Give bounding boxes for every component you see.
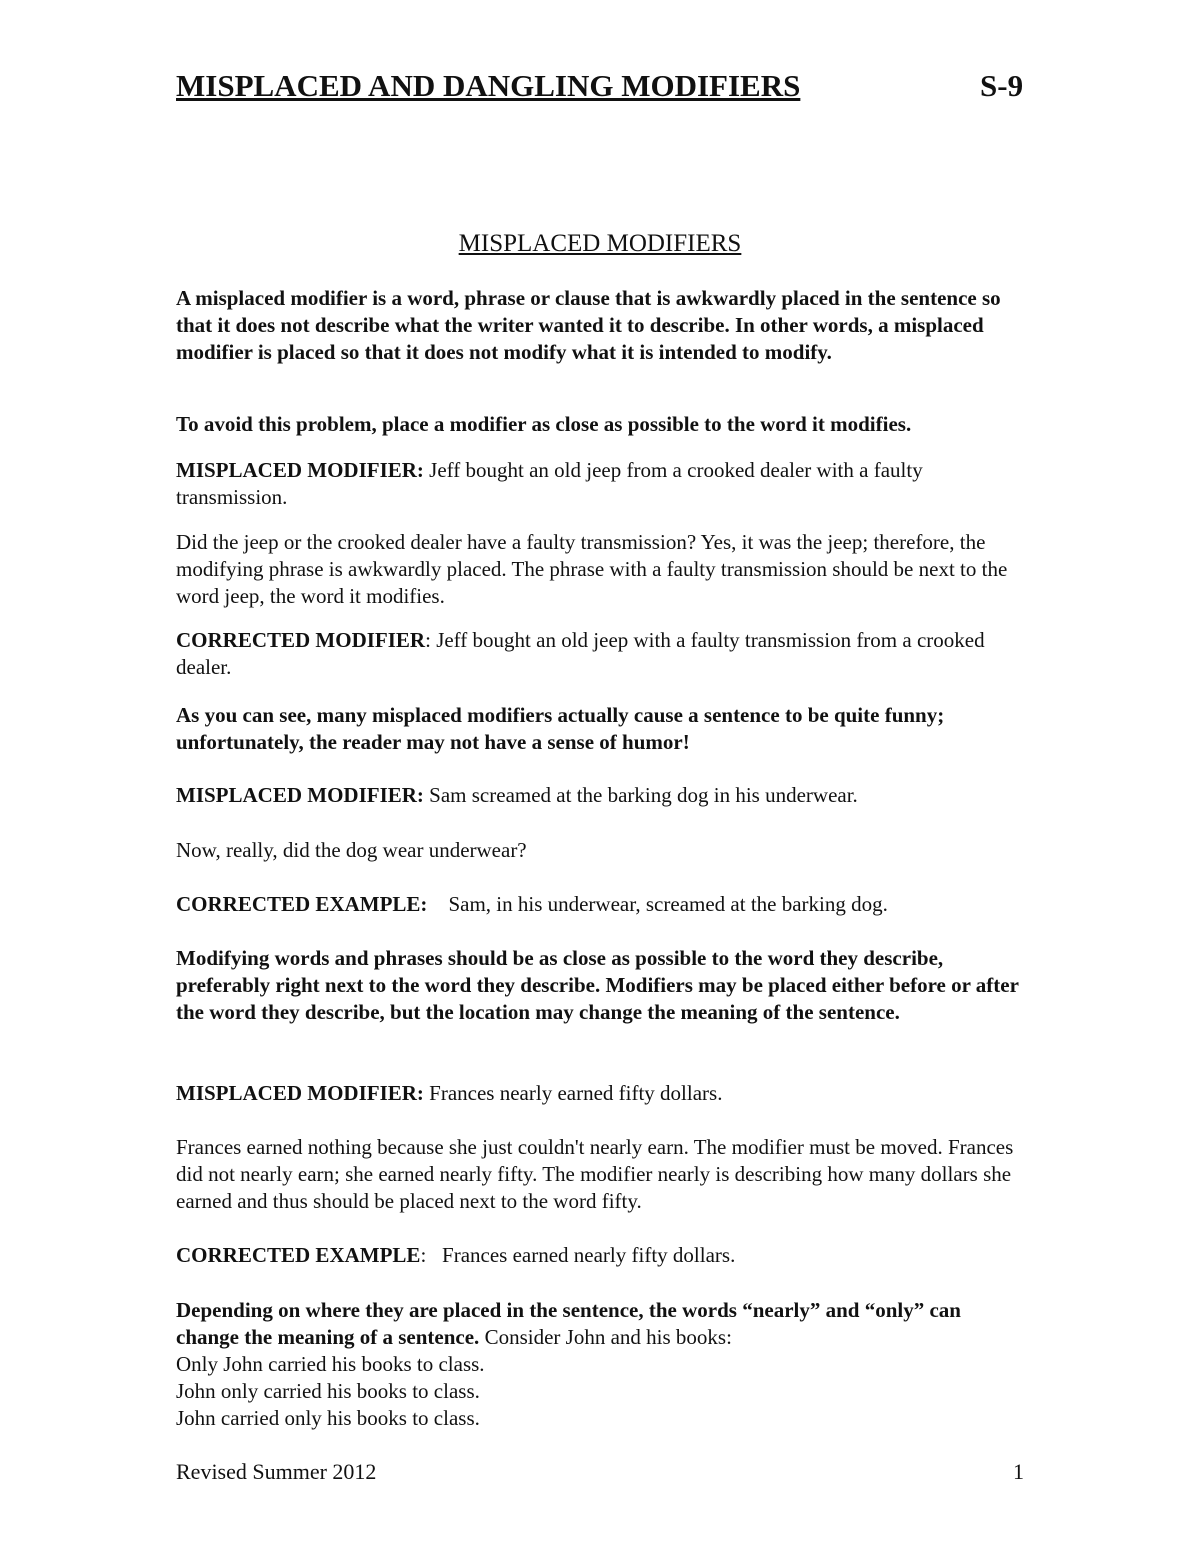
example-1-explanation: Did the jeep or the crooked dealer have a faulty transmission? Yes, it was the jeep; therefore, the modifying phrase is awkwardly placed. The phrase with a faulty transmission should be next to the word jeep, the word it modifies.	[176, 530, 1008, 608]
example-2-text: Sam screamed at the barking dog in his underwear.	[423, 783, 858, 807]
example-1-corrected-text: : Jeff bought an old jeep with a faulty transmission from a crooked dealer.	[176, 628, 985, 679]
page-code: S-9	[980, 68, 1024, 103]
example-3	[176, 1080, 1026, 1107]
example-2-corrected	[176, 891, 1026, 918]
definition-paragraph: A misplaced modifier is a word, phrase or clause that is awkwardly placed in the sentence so that it does not describe what the writer wanted it to describe. In other words, a misplaced modifier is placed so that it does not modify what it is intended to modify.	[176, 286, 1001, 364]
example-1	[176, 457, 1026, 511]
example-1-text: Jeff bought an old jeep from a crooked dealer with a faulty transmission.	[176, 458, 923, 509]
example-1-label: MISPLACED MODIFIER:	[176, 458, 424, 482]
nearly-only-plain: Consider John and his books:	[479, 1325, 732, 1349]
page-title: MISPLACED AND DANGLING MODIFIERS	[176, 68, 801, 103]
example-2-explanation: Now, really, did the dog wear underwear?	[176, 838, 527, 862]
example-3-label: MISPLACED MODIFIER:	[176, 1081, 424, 1105]
placement-rule-paragraph: Modifying words and phrases should be as close as possible to the word they describe, preferably right next to the word they describe. Modifiers may be placed either before or after the word they describe, but the location may change the meaning of the sentence.	[176, 946, 1019, 1024]
footer-page-number: 1	[1013, 1459, 1024, 1484]
humor-paragraph: As you can see, many misplaced modifiers actually cause a sentence to be quite funny; unfortunately, the reader may not have a sense of humor!	[176, 703, 945, 754]
example-3-explanation: Frances earned nothing because she just couldn't nearly earn. The modifier must be moved. Frances did not nearly earn; she earned nearly fifty. The modifier nearly is describing how many dollars she earned and thus should be placed next to the word fifty.	[176, 1135, 1014, 1213]
nearly-only-paragraph	[176, 1297, 1026, 1432]
example-3-corrected-label: CORRECTED EXAMPLE	[176, 1243, 421, 1267]
example-2	[176, 782, 1026, 809]
example-1-corrected	[176, 627, 1026, 681]
example-2-label: MISPLACED MODIFIER:	[176, 783, 424, 807]
nearly-only-bold: Depending on where they are placed in the sentence, the words “nearly” and “only” can change the meaning of a sentence.	[176, 1298, 961, 1349]
john-line-1: Only John carried his books to class.	[176, 1352, 485, 1376]
avoid-paragraph: To avoid this problem, place a modifier as close as possible to the word it modifies.	[176, 412, 912, 436]
example-3-text: Frances nearly earned fifty dollars.	[423, 1081, 723, 1105]
section-heading: MISPLACED MODIFIERS	[458, 230, 742, 257]
example-3-corrected	[176, 1242, 1026, 1269]
example-2-corrected-label: CORRECTED EXAMPLE:	[176, 892, 428, 916]
john-line-2: John only carried his books to class.	[176, 1379, 480, 1403]
footer-revised: Revised Summer 2012	[176, 1459, 377, 1484]
example-3-corrected-text: : Frances earned nearly fifty dollars.	[420, 1243, 736, 1267]
john-line-3: John carried only his books to class.	[176, 1406, 480, 1430]
example-2-corrected-text: Sam, in his underwear, screamed at the barking dog.	[427, 892, 888, 916]
example-1-corrected-label: CORRECTED MODIFIER	[176, 628, 426, 652]
